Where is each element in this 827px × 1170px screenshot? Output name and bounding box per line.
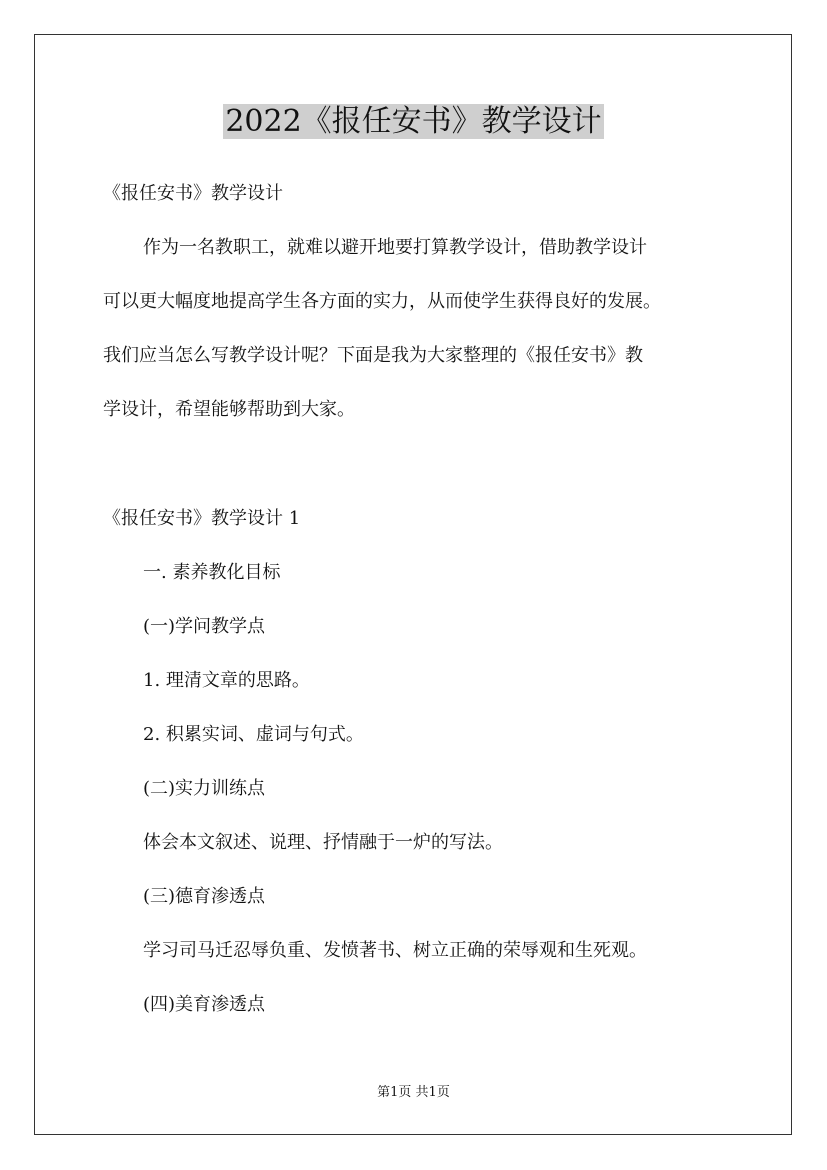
section-line: 一. 素养教化目标 [143, 562, 281, 583]
section-title: 《报任安书》教学设计 1 [103, 508, 301, 529]
page-footer: 第1页 共1页 [377, 1085, 450, 1100]
section-line: 1. 理清文章的思路。 [143, 670, 310, 691]
intro-line: 作为一名教职工，就难以避开地要打算教学设计，借助教学设计 [143, 237, 647, 258]
document-heading: 《报任安书》教学设计 [103, 183, 283, 204]
document-title-text: 2022《报任安书》教学设计 [225, 104, 602, 139]
intro-line: 我们应当怎么写教学设计呢？下面是我为大家整理的《报任安书》教 [103, 345, 643, 366]
section-line: (二)实力训练点 [143, 778, 266, 799]
section-line: 体会本文叙述、说理、抒情融于一炉的写法。 [143, 832, 503, 853]
section-line: 2. 积累实词、虚词与句式。 [143, 724, 364, 745]
intro-line: 学设计，希望能够帮助到大家。 [103, 399, 355, 420]
section-line: (一)学问教学点 [143, 616, 266, 637]
document-title [0, 102, 827, 142]
intro-line: 可以更大幅度地提高学生各方面的实力，从而使学生获得良好的发展。 [103, 291, 661, 312]
section-line: (四)美育渗透点 [143, 994, 266, 1015]
section-line: 学习司马迁忍辱负重、发愤著书、树立正确的荣辱观和生死观。 [143, 940, 647, 961]
section-line: (三)德育渗透点 [143, 886, 266, 907]
